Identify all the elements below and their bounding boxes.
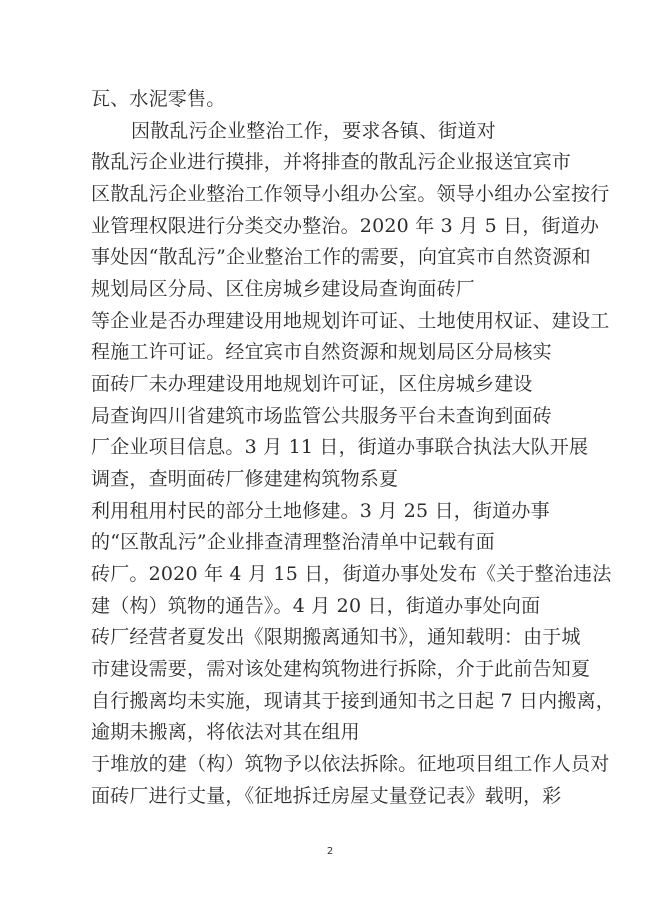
text-line-1-content: 瓦、水泥零售。	[91, 88, 226, 110]
text-line-10-content: 面砖厂未办理建设用地规划许可证，区住房城乡建设	[91, 373, 533, 395]
text-line-11-content: 局查询四川省建筑市场监管公共服务平台未查询到面砖	[91, 405, 552, 427]
text-line-7	[91, 274, 611, 304]
text-line-21-content: 逾期未搬离，将依法对其在组用	[91, 721, 360, 743]
text-line-13-content: 调查，查明面砖厂修建建构筑物系夏	[91, 468, 399, 490]
text-line-21	[91, 717, 611, 747]
text-line-22	[91, 749, 611, 779]
text-line-4	[91, 179, 611, 209]
text-line-13	[91, 464, 611, 494]
text-line-17	[91, 591, 611, 621]
text-line-16	[91, 559, 611, 589]
text-line-22-content: 于堆放的建（构）筑物予以依法拆除。征地项目组工作人员对	[91, 753, 610, 775]
page-number: 2	[326, 846, 334, 857]
text-line-3-content: 散乱污企业进行摸排，并将排查的散乱污企业报送宜宾市	[91, 151, 572, 173]
text-line-2-content: 因散乱污企业整治工作，要求各镇、街道对	[131, 120, 496, 142]
text-line-23-content: 面砖厂进行丈量，《征地拆迁房屋丈量登记表》载明，彩	[91, 785, 562, 807]
text-line-1	[91, 84, 611, 114]
text-line-19-content: 市建设需要，需对该处建构筑物进行拆除，介于此前告知夏	[91, 658, 591, 680]
text-line-17-content: 建（构）筑物的通告》。4 月 20 日，街道办事处向面	[91, 595, 541, 617]
text-line-8-content: 等企业是否办理建设用地规划许可证、土地使用权证、建设工	[91, 310, 610, 332]
text-line-18-content: 砖厂经营者夏发出《限期搬离通知书》，通知载明：由于城	[91, 626, 581, 648]
text-line-14	[91, 496, 611, 526]
text-line-2	[91, 116, 611, 146]
text-line-20	[91, 686, 615, 716]
text-line-23	[91, 781, 611, 811]
text-line-5-content: 业管理权限进行分类交办整治。2020 年 3 月 5 日，街道办	[91, 215, 600, 237]
text-line-10	[91, 369, 611, 399]
text-line-14-content: 利用租用村民的部分土地修建。3 月 25 日，街道办事	[91, 500, 550, 522]
text-line-5	[91, 211, 611, 241]
text-line-16-content: 砖厂。2020 年 4 月 15 日，街道办事处发布《关于整治违法	[91, 563, 612, 585]
text-line-8	[91, 306, 611, 336]
text-line-9	[91, 337, 611, 367]
text-line-18	[91, 622, 611, 652]
text-line-9-content: 程施工许可证。经宜宾市自然资源和规划局区分局核实	[91, 341, 552, 363]
text-line-12	[91, 432, 611, 462]
text-line-7-content: 规划局区分局、区住房城乡建设局查询面砖厂	[91, 278, 476, 300]
text-line-12-content: 厂企业项目信息。3 月 11 日，街道办事联合执法大队开展	[91, 436, 589, 458]
text-line-4-content: 区散乱污企业整治工作领导小组办公室。领导小组办公室按行	[91, 183, 610, 205]
text-line-3	[91, 147, 611, 177]
text-line-6	[91, 242, 611, 272]
text-line-11	[91, 401, 611, 431]
text-line-19	[91, 654, 611, 684]
text-line-15	[91, 527, 611, 557]
text-line-6-content: 事处因“散乱污”企业整治工作的需要，向宜宾市自然资源和	[91, 246, 591, 268]
text-line-15-content: 的“区散乱污”企业排查清理整治清单中记载有面	[91, 531, 495, 553]
text-line-20-content: 自行搬离均未实施，现请其于接到通知书之日起 7 日内搬离，	[91, 690, 615, 712]
